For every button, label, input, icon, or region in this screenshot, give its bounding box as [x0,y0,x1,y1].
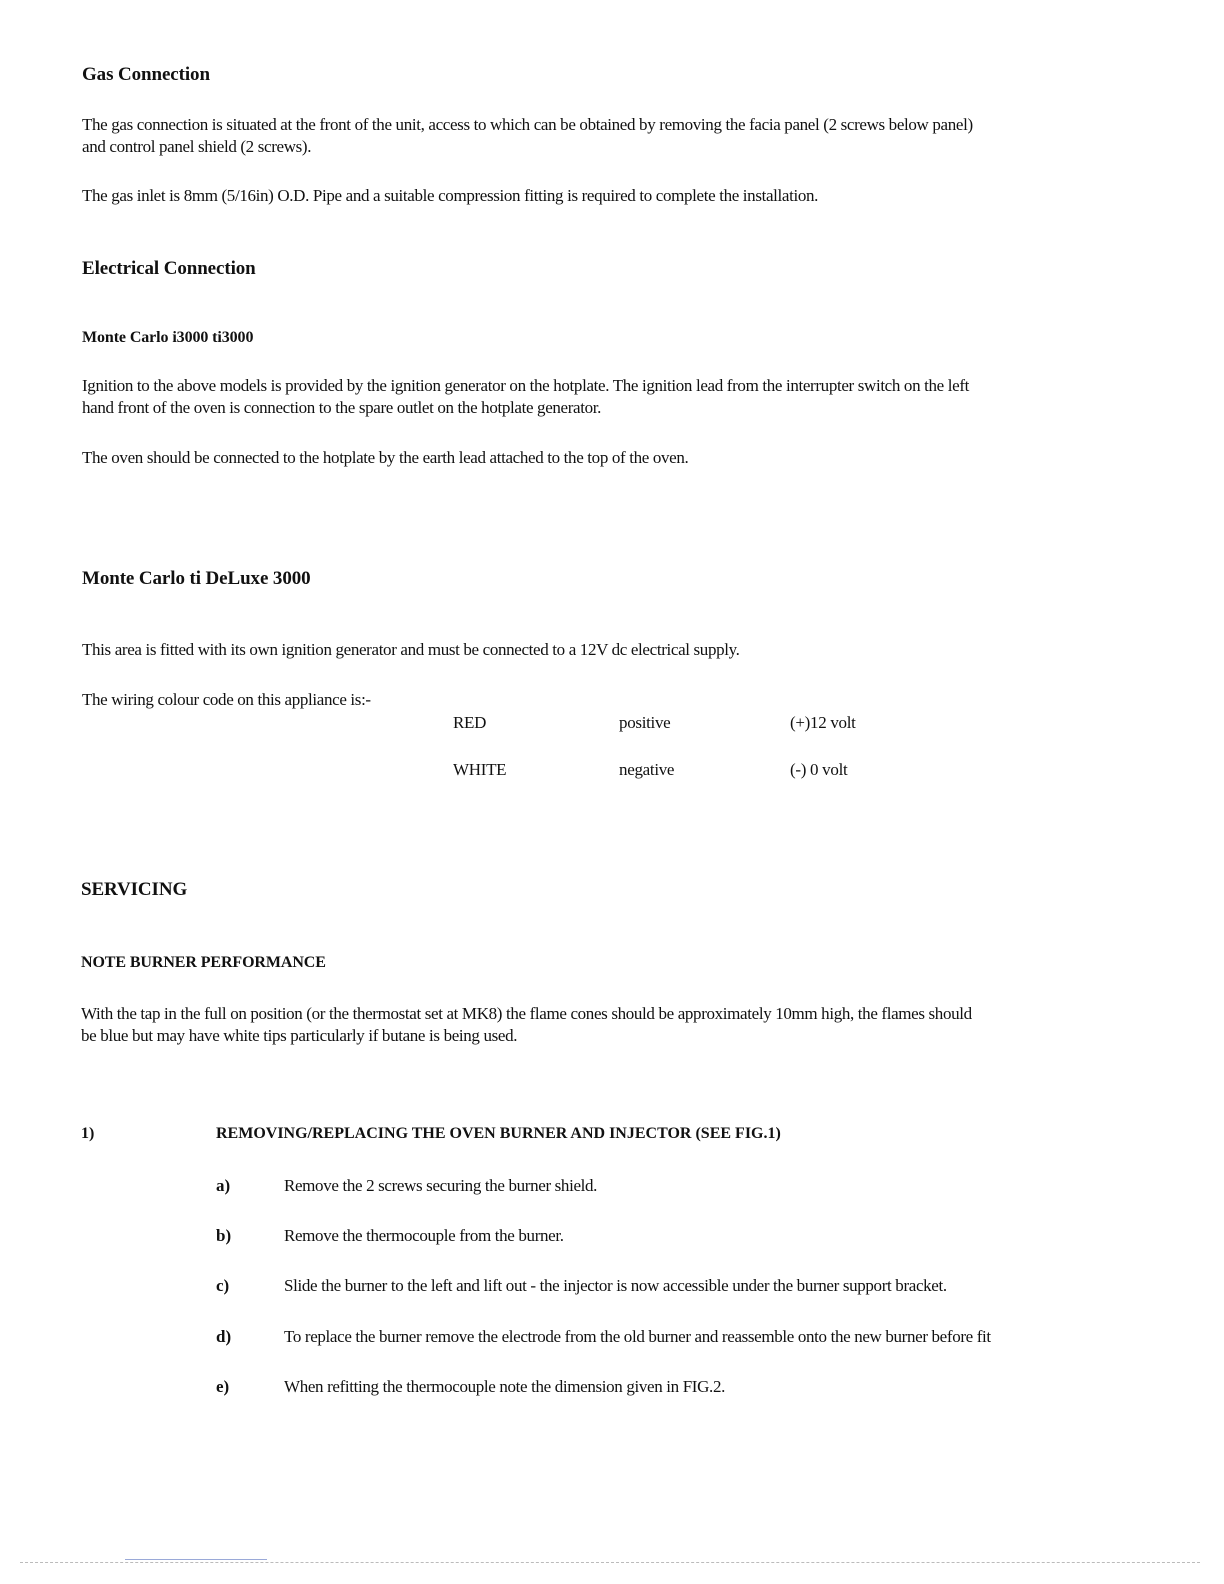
note-heading: NOTE BURNER PERFORMANCE [81,954,326,971]
electrical-connection-heading: Electrical Connection [82,258,256,279]
model-i3000-paragraph-2: The oven should be connected to the hotplate by the earth lead attached to the top of the oven. [82,448,689,467]
section-number: 1) [81,1125,95,1142]
burner-performance-note: With the tap in the full on position (or the thermostat set at MK8) the flame cones should be approximately 10mm high, the flames should be blue but may have white tips particularly if butane is being used. [81,1004,972,1045]
step-text: Remove the 2 screws securing the burner shield. [284,1176,598,1195]
step-marker: c) [216,1276,230,1295]
wiring-intro: The wiring colour code on this appliance is:- [82,690,371,709]
gas-connection-heading: Gas Connection [82,64,210,85]
model-deluxe-heading: Monte Carlo ti DeLuxe 3000 [82,568,311,589]
wiring-polarity: negative [619,760,675,779]
model-i3000-heading: Monte Carlo i3000 ti3000 [82,329,254,346]
step-text: Remove the thermocouple from the burner. [284,1226,564,1245]
wiring-voltage: (+)12 volt [790,713,856,732]
model-i3000-paragraph-1: Ignition to the above models is provided by the ignition generator on the hotplate. The ignition lead from the interrupter switch on the left hand front of the oven is connection to the spare outlet on the hotplate generator. [82,376,970,417]
model-deluxe-paragraph-1: This area is fitted with its own ignition generator and must be connected to a 12V dc electrical supply. [82,640,740,659]
scan-artifact-line [20,1562,1200,1564]
wiring-colour: RED [453,713,487,732]
servicing-heading: SERVICING [81,879,188,900]
step-text: To replace the burner remove the electrode from the old burner and reassemble onto the new burner before fit [284,1327,991,1346]
step-marker: e) [216,1377,230,1396]
wiring-polarity: positive [619,713,671,732]
step-text: Slide the burner to the left and lift out - the injector is now accessible under the burner support bracket. [284,1276,947,1295]
step-text: When refitting the thermocouple note the dimension given in FIG.2. [284,1377,725,1396]
section-title: REMOVING/REPLACING THE OVEN BURNER AND INJECTOR (SEE FIG.1) [216,1125,781,1142]
wiring-colour: WHITE [453,760,507,779]
wiring-voltage: (-) 0 volt [790,760,848,779]
step-marker: a) [216,1176,231,1195]
scan-artifact-mark [125,1559,267,1560]
gas-connection-paragraph-1: The gas connection is situated at the front of the unit, access to which can be obtained by removing the facia panel (2 screws below panel) and control panel shield (2 screws). [82,115,973,156]
gas-connection-paragraph-2: The gas inlet is 8mm (5/16in) O.D. Pipe and a suitable compression fitting is required to complete the installation. [82,186,819,205]
step-marker: b) [216,1226,232,1245]
step-marker: d) [216,1327,232,1346]
